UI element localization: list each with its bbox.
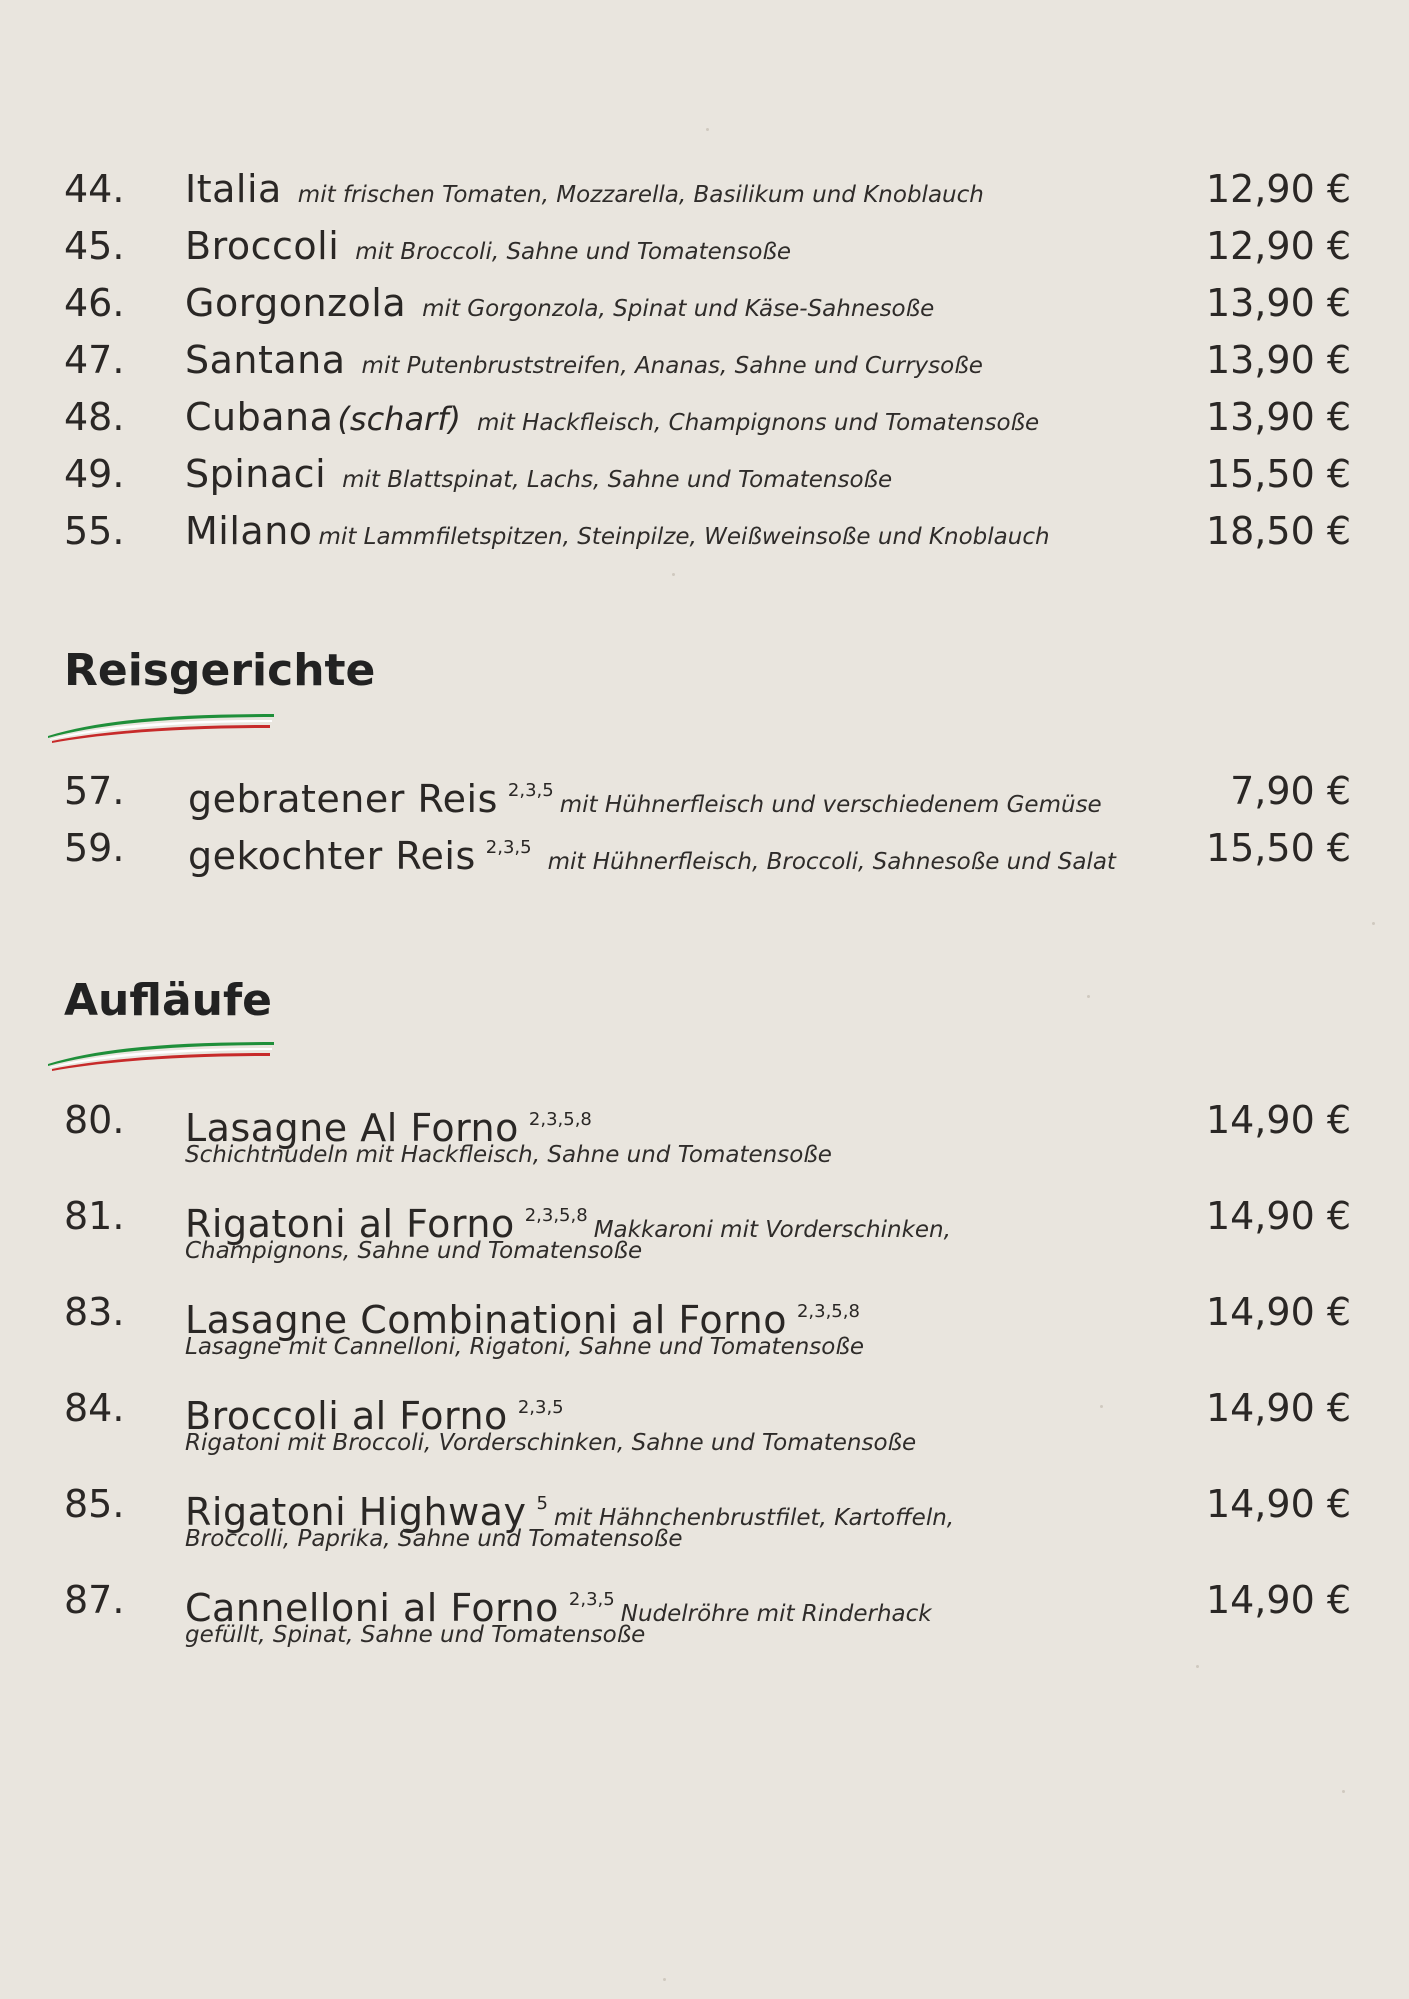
item-description-line2: Champignons, Sahne und Tomatensoße bbox=[185, 1238, 643, 1264]
item-description-line2: Rigatoni mit Broccoli, Vorderschinken, Sahne und Tomatensoße bbox=[185, 1430, 917, 1456]
item-price: 7,90 € bbox=[1230, 769, 1351, 813]
paper-speck bbox=[663, 1978, 666, 1981]
item-description-line2: Lasagne mit Cannelloni, Rigatoni, Sahne und Tomatensoße bbox=[185, 1334, 864, 1360]
allergen-codes: 2,3,5 bbox=[485, 837, 532, 858]
item-price: 14,90 € bbox=[1205, 1386, 1351, 1430]
item-number: 59. bbox=[64, 826, 125, 870]
item-number: 49. bbox=[64, 452, 125, 496]
item-description: mit Hackfleisch, Champignons und Tomatensoße bbox=[476, 410, 1040, 436]
item-price: 12,90 € bbox=[1205, 167, 1351, 211]
section-title-auflaeufe: Aufläufe bbox=[64, 975, 272, 1026]
item-description: mit Gorgonzola, Spinat und Käse-Sahnesoße bbox=[422, 296, 935, 322]
item-description-line2: Schichtnudeln mit Hackfleisch, Sahne und Tomatensoße bbox=[185, 1142, 832, 1168]
item-number: 55. bbox=[64, 509, 125, 553]
item-number: 85. bbox=[64, 1482, 125, 1526]
allergen-codes: 2,3,5,8 bbox=[524, 1205, 588, 1226]
item-description: mit frischen Tomaten, Mozzarella, Basilikum und Knoblauch bbox=[297, 182, 984, 208]
item-number: 80. bbox=[64, 1098, 125, 1142]
paper-speck bbox=[1196, 1665, 1199, 1668]
item-description: mit Hühnerfleisch, Broccoli, Sahnesoße und Salat bbox=[547, 849, 1116, 875]
item-price: 18,50 € bbox=[1205, 509, 1351, 553]
item-description: mit Blattspinat, Lachs, Sahne und Tomatensoße bbox=[342, 467, 893, 493]
item-name: Rigatoni al Forno bbox=[185, 1202, 515, 1246]
item-description: mit Broccoli, Sahne und Tomatensoße bbox=[355, 239, 792, 265]
item-number: 48. bbox=[64, 395, 125, 439]
paper-speck bbox=[706, 128, 709, 131]
item-price: 14,90 € bbox=[1205, 1098, 1351, 1142]
item-name: Cannelloni al Forno bbox=[185, 1586, 559, 1630]
allergen-codes: 2,3,5 bbox=[507, 780, 554, 801]
allergen-codes: 2,3,5 bbox=[517, 1397, 564, 1418]
item-price: 14,90 € bbox=[1205, 1194, 1351, 1238]
item-description: mit Hühnerfleisch und verschiedenem Gemüse bbox=[559, 792, 1102, 818]
item-name: Gorgonzola bbox=[185, 281, 407, 325]
item-number: 44. bbox=[64, 167, 125, 211]
item-description: mit Putenbruststreifen, Ananas, Sahne und Currysoße bbox=[361, 353, 983, 379]
item-description: mit Lammfiletspitzen, Steinpilze, Weißweinsoße und Knoblauch bbox=[318, 524, 1050, 550]
item-description: mit Hähnchenbrustfilet, Kartoffeln, bbox=[553, 1505, 955, 1531]
item-description-line2: Broccolli, Paprika, Sahne und Tomatensoße bbox=[185, 1526, 683, 1552]
item-price: 14,90 € bbox=[1205, 1290, 1351, 1334]
item-price: 14,90 € bbox=[1205, 1578, 1351, 1622]
item-price: 12,90 € bbox=[1205, 224, 1351, 268]
item-name: Cubana bbox=[185, 395, 334, 439]
allergen-codes: 5 bbox=[536, 1493, 548, 1514]
item-description: Nudelröhre mit Rinderhack bbox=[620, 1601, 932, 1627]
item-name: Broccoli bbox=[185, 224, 340, 268]
item-price: 15,50 € bbox=[1205, 452, 1351, 496]
paper-speck bbox=[1342, 1790, 1345, 1793]
paper-speck bbox=[1372, 922, 1375, 925]
item-name: Rigatoni Highway bbox=[185, 1490, 527, 1534]
item-name: Milano bbox=[185, 509, 313, 553]
item-number: 46. bbox=[64, 281, 125, 325]
item-name: Lasagne Al Forno bbox=[185, 1106, 519, 1150]
item-name: Broccoli al Forno bbox=[185, 1394, 508, 1438]
item-description-line2: gefüllt, Spinat, Sahne und Tomatensoße bbox=[185, 1622, 646, 1648]
item-price: 13,90 € bbox=[1205, 395, 1351, 439]
item-price: 15,50 € bbox=[1205, 826, 1351, 870]
item-number: 47. bbox=[64, 338, 125, 382]
item-name: gekochter Reis bbox=[188, 834, 476, 878]
item-number: 83. bbox=[64, 1290, 125, 1334]
item-name: Lasagne Combinationi al Forno bbox=[185, 1298, 787, 1342]
paper-speck bbox=[1087, 995, 1090, 998]
item-price: 14,90 € bbox=[1205, 1482, 1351, 1526]
paper-speck bbox=[1100, 1405, 1103, 1408]
allergen-codes: 2,3,5 bbox=[568, 1589, 615, 1610]
paper-speck bbox=[672, 573, 675, 576]
item-number: 45. bbox=[64, 224, 125, 268]
item-number: 57. bbox=[64, 769, 125, 813]
item-name: Santana bbox=[185, 338, 346, 382]
section-title-reisgerichte: Reisgerichte bbox=[64, 645, 376, 696]
italian-flag-swoosh-icon bbox=[46, 708, 276, 744]
allergen-codes: 2,3,5,8 bbox=[796, 1301, 860, 1322]
item-number: 87. bbox=[64, 1578, 125, 1622]
item-number: 81. bbox=[64, 1194, 125, 1238]
item-description: Makkaroni mit Vorderschinken, bbox=[593, 1217, 951, 1243]
italian-flag-swoosh-icon bbox=[46, 1036, 276, 1072]
item-name: Spinaci bbox=[185, 452, 327, 496]
item-name: gebratener Reis bbox=[188, 777, 498, 821]
item-price: 13,90 € bbox=[1205, 281, 1351, 325]
allergen-codes: 2,3,5,8 bbox=[528, 1109, 592, 1130]
item-number: 84. bbox=[64, 1386, 125, 1430]
item-price: 13,90 € bbox=[1205, 338, 1351, 382]
item-name: Italia bbox=[185, 167, 282, 211]
item-modifier: (scharf) bbox=[337, 400, 461, 438]
